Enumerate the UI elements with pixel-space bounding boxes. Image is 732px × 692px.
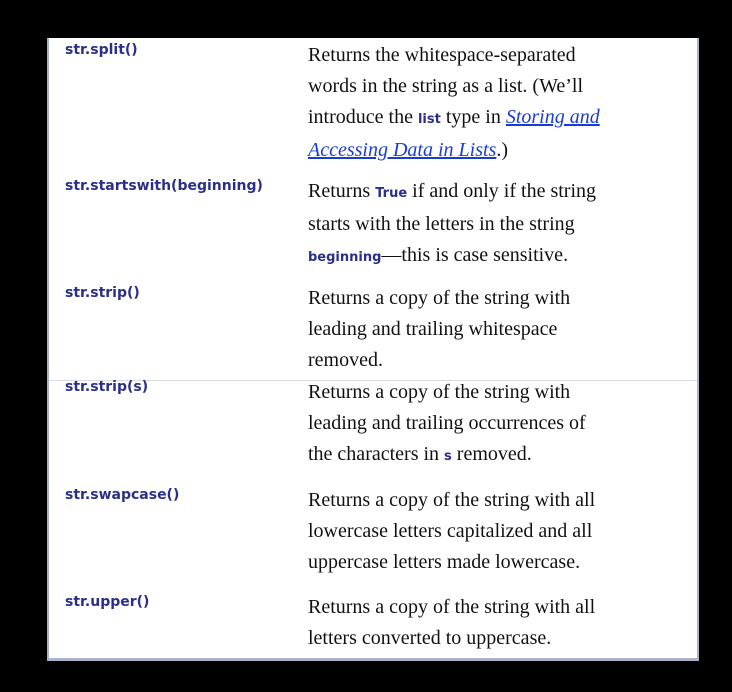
description-line [308,176,688,209]
method-description [308,485,688,578]
chapter-link[interactable]: Storing and [505,106,600,128]
reference-table [47,38,699,661]
method-name: str.startswith(beginning) [65,178,263,194]
description-text: introduce the [308,106,418,128]
description-line: starts with the letters in the string [308,213,575,235]
method-name: str.strip() [65,285,140,301]
description-line [308,102,688,135]
description-line: Returns the whitespace-separated [308,44,576,66]
method-name: str.upper() [65,594,150,610]
description-line: Returns a copy of the string with all [308,596,596,618]
description-line: Returns a copy of the string with all [308,489,596,511]
description-line: uppercase letters made lowercase. [308,551,581,573]
description-line: removed. [308,349,383,371]
description-text: —this is case sensitive. [381,244,569,266]
method-description [308,283,688,376]
method-description [308,377,688,472]
description-line [308,439,688,472]
method-description [308,176,688,273]
description-text: Returns [308,180,376,202]
description-text: removed. [451,443,532,465]
method-name: str.split() [65,42,138,58]
description-line: letters converted to uppercase. [308,627,552,649]
description-line: leading and trailing whitespace [308,318,558,340]
description-line: Returns a copy of the string with [308,287,571,309]
code-keyword: list [417,112,441,127]
method-name: str.swapcase() [65,487,180,503]
description-line: lowercase letters capitalized and all [308,520,593,542]
description-line [308,135,688,166]
description-line: leading and trailing occurrences of [308,412,586,434]
description-text: the characters in [308,443,445,465]
code-keyword: s [444,449,452,464]
method-description [308,592,688,654]
code-keyword: beginning [308,250,382,265]
method-name: str.strip(s) [65,379,149,395]
description-line [308,240,688,273]
description-line: words in the string as a list. (We’ll [308,75,584,97]
chapter-link[interactable]: Accessing Data in Lists [308,139,497,161]
method-description [308,40,688,166]
description-text: type in [440,106,506,128]
description-line: Returns a copy of the string with [308,381,571,403]
code-keyword: True [375,186,408,201]
description-text: if and only if the string [407,180,597,202]
description-text: .) [496,139,509,161]
